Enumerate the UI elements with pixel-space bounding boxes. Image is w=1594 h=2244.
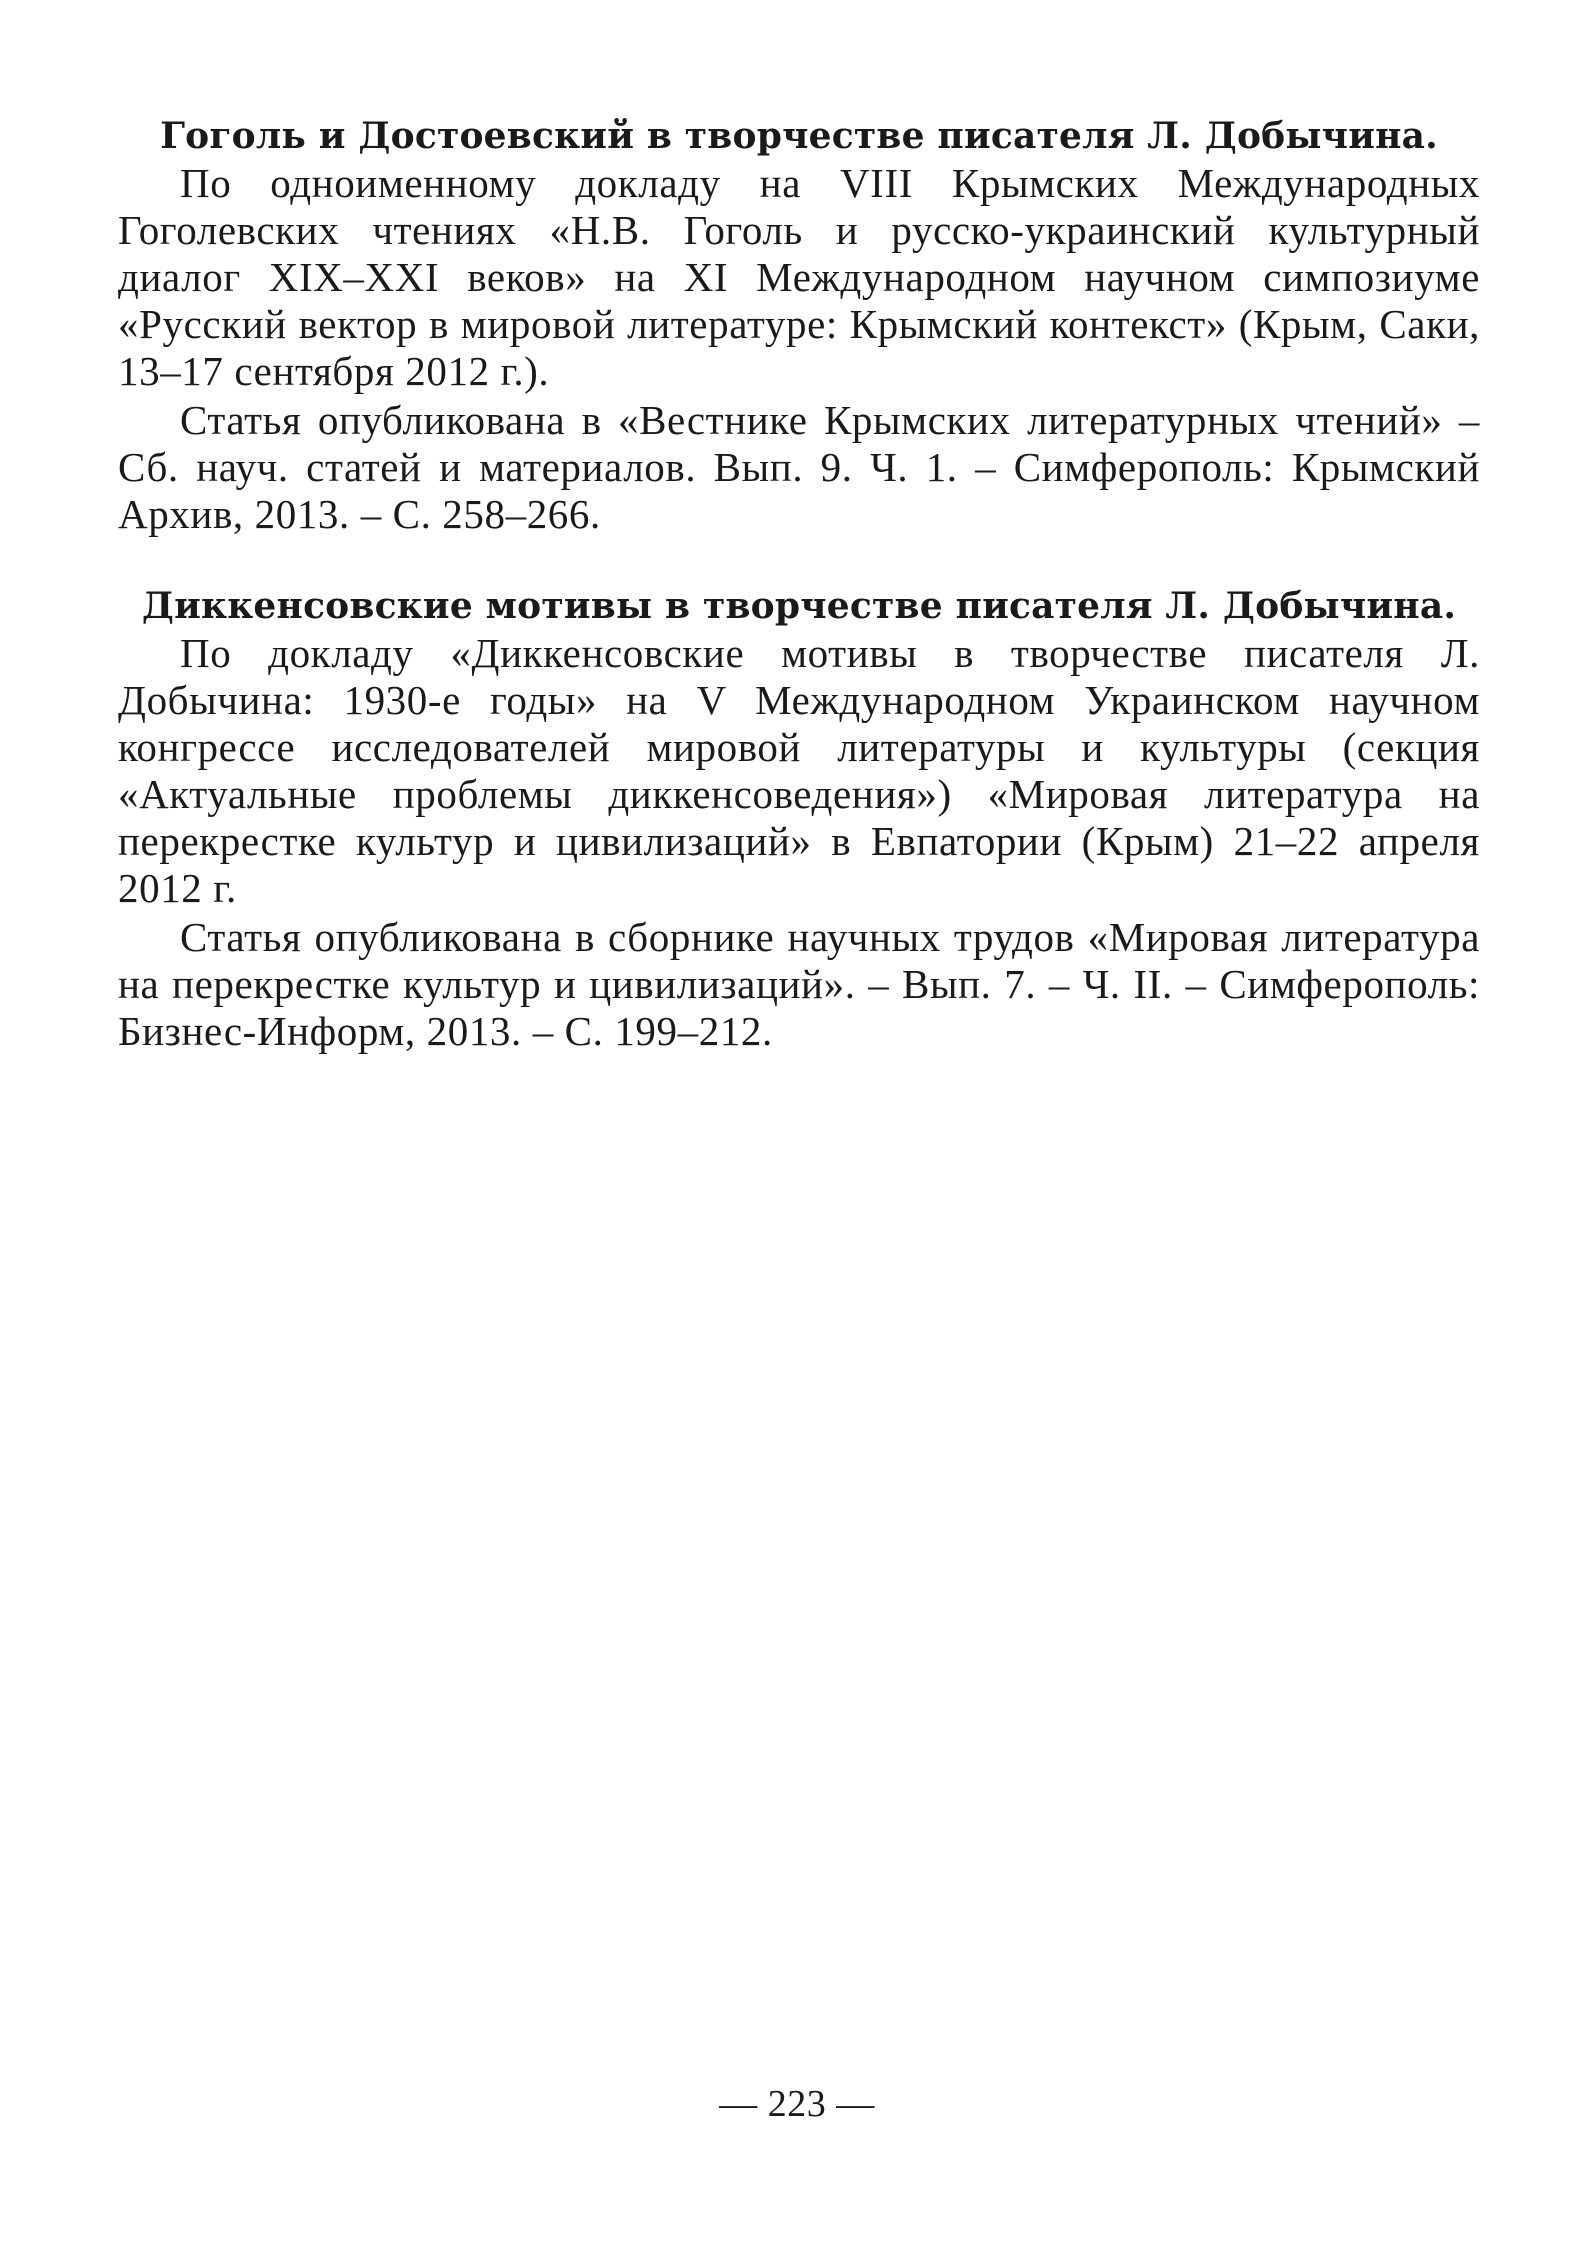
section-dickens-motifs — [118, 582, 1480, 1055]
section-paragraph: По одноименному докладу на VIII Крымских Международных Гоголевских чтениях «Н.В. Гоголь и русско-украинский культурный диалог XIX–XXI веков» на XI Международном научном симпозиуме «Русский вектор в мировой литературе: Крымский контекст» (Крым, Саки, 13–17 сентября 2012 г.). — [118, 160, 1480, 394]
section-title: Гоголь и Достоевский в творчестве писателя Л. Добычина. — [160, 115, 1438, 157]
page-content — [118, 112, 1480, 1099]
section-paragraph: По докладу «Диккенсовские мотивы в творчестве писателя Л. Добычина: 1930-е годы» на V Международном Украинском научном конгрессе исследователей мировой литературы и культуры (секция «Актуальные проблемы диккенсоведения») «Мировая литература на перекрестке культур и цивилизаций» в Евпатории (Крым) 21–22 апреля 2012 г. — [118, 630, 1480, 911]
section-title: Диккенсовские мотивы в творчестве писателя Л. Добычина. — [141, 585, 1457, 627]
section-paragraph: Статья опубликована в сборнике научных трудов «Мировая литература на перекрестке культур и цивилизаций». – Вып. 7. – Ч. II. – Симферополь: Бизнес-Информ, 2013. – С. 199–212. — [118, 914, 1480, 1054]
section-gogol-dostoevsky — [118, 112, 1480, 538]
section-paragraph: Статья опубликована в «Вестнике Крымских литературных чтений» – Сб. науч. статей и материалов. Вып. 9. Ч. 1. – Симферополь: Крымский Архив, 2013. – С. 258–266. — [118, 397, 1480, 537]
page-number: — 223 — — [719, 2083, 875, 2125]
